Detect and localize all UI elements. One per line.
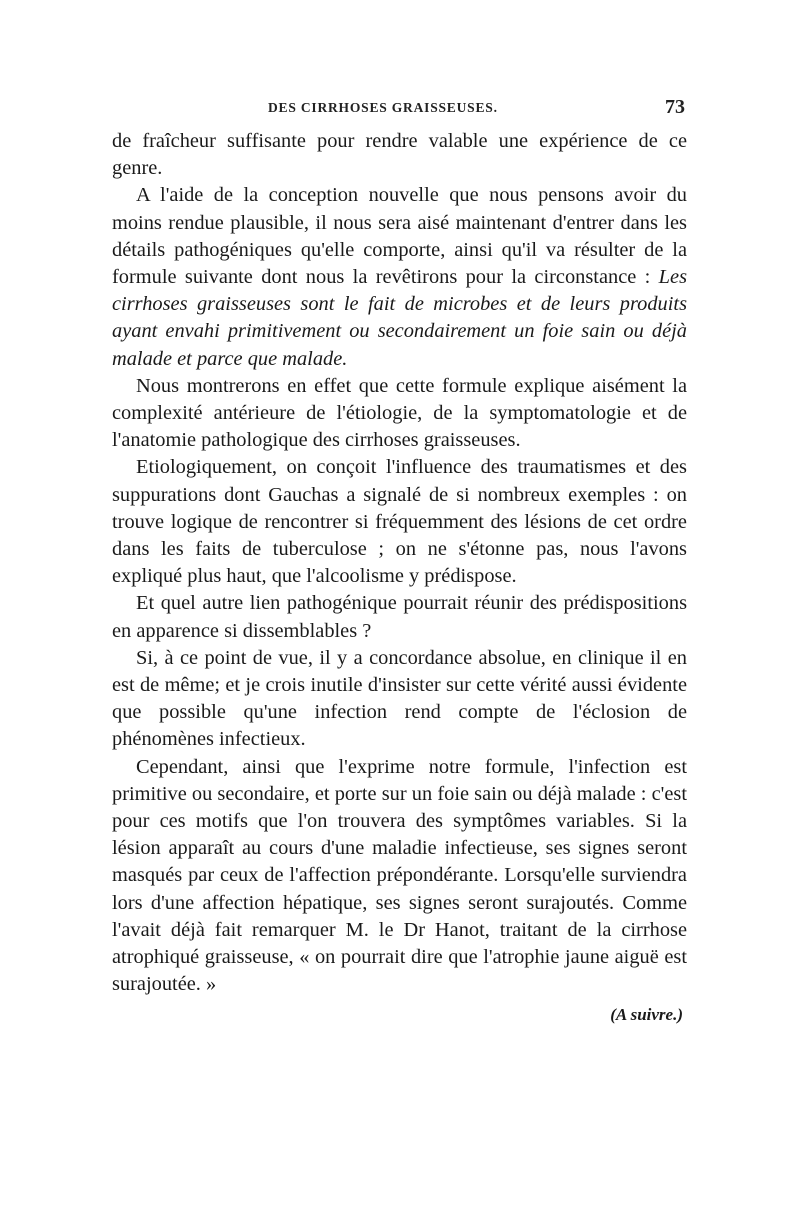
paragraph-5 [112, 590, 687, 644]
paragraph-5-text: Et quel autre lien pathogénique pourrait réunir des prédispositions en apparence si dissemblables ? [112, 592, 687, 642]
paragraph-2-text: A l'aide de la conception nouvelle que nous pensons avoir du moins rendue plausible, il nous sera aisé maintenant d'entrer dans les détails pathogéniques qu'elle comporte, ainsi qu'il va résulter de la formule suivante dont nous la revêtirons pour la circonstance : [112, 184, 687, 289]
paragraph-1 [112, 128, 687, 182]
paragraph-3-text: Nous montrerons en effet que cette formule explique aisément la complexité antérieure de l'étiologie, de la symptomatologie et de l'anatomie pathologique des cirrhoses graisseuses. [112, 374, 687, 452]
paragraph-6-text: Si, à ce point de vue, il y a concordance absolue, en clinique il en est de même; et je crois inutile d'insister sur cette vérité aussi évidente que possible qu'une infection rend compte de l'éclosion de phénomènes infectieux. [112, 646, 687, 751]
paragraph-4-text: Etiologiquement, on conçoit l'influence des traumatismes et des suppurations dont Gauchas a signalé de si nombreux exemples : on trouve logique de rencontrer si fréquemment des lésions de cet ordre dans les faits de tuberculose ; on ne s'étonne pas, nous l'avons expliqué plus haut, que l'alcoolisme y prédispose. [112, 456, 687, 588]
paragraph-2-italic-formula: Les cirrhoses graisseuses sont le fait de microbes et de leurs produits ayant envahi primitivement ou secondairement un foie sain ou déjà malade et parce que malade. [112, 266, 687, 370]
paragraph-7 [112, 754, 687, 999]
paragraph-4 [112, 454, 687, 590]
page-number: 73 [665, 96, 685, 118]
paragraph-6 [112, 645, 687, 754]
running-title: DES CIRRHOSES GRAISSEUSES. [268, 100, 498, 115]
paragraph-3 [112, 373, 687, 455]
paragraph-1-text: de fraîcheur suffisante pour rendre valable une expérience de ce genre. [112, 130, 687, 180]
paragraph-7-text: Cependant, ainsi que l'exprime notre formule, l'infection est primitive ou secondaire, et porte sur un foie sain ou déjà malade : c'est pour ces motifs que l'on trouvera des symptômes variables. Si la lésion apparaît au cours d'une maladie infectieuse, ses signes seront masqués par ceux de l'affection prépondérante. Lorsqu'elle surviendra lors d'une affection hépatique, ses signes seront surajoutés. Comme l'avait déjà fait remarquer M. le Dr Hanot, traitant de la cirrhose atrophiqué graisseuse, « on pourrait dire que l'atrophie jaune aiguë est surajoutée. » [112, 755, 687, 996]
body-text [112, 128, 687, 999]
running-header [112, 96, 687, 124]
to-be-continued [112, 1005, 687, 1025]
book-page [112, 96, 687, 1025]
paragraph-2 [112, 182, 687, 372]
to-be-continued-text: (A suivre.) [610, 1004, 683, 1024]
